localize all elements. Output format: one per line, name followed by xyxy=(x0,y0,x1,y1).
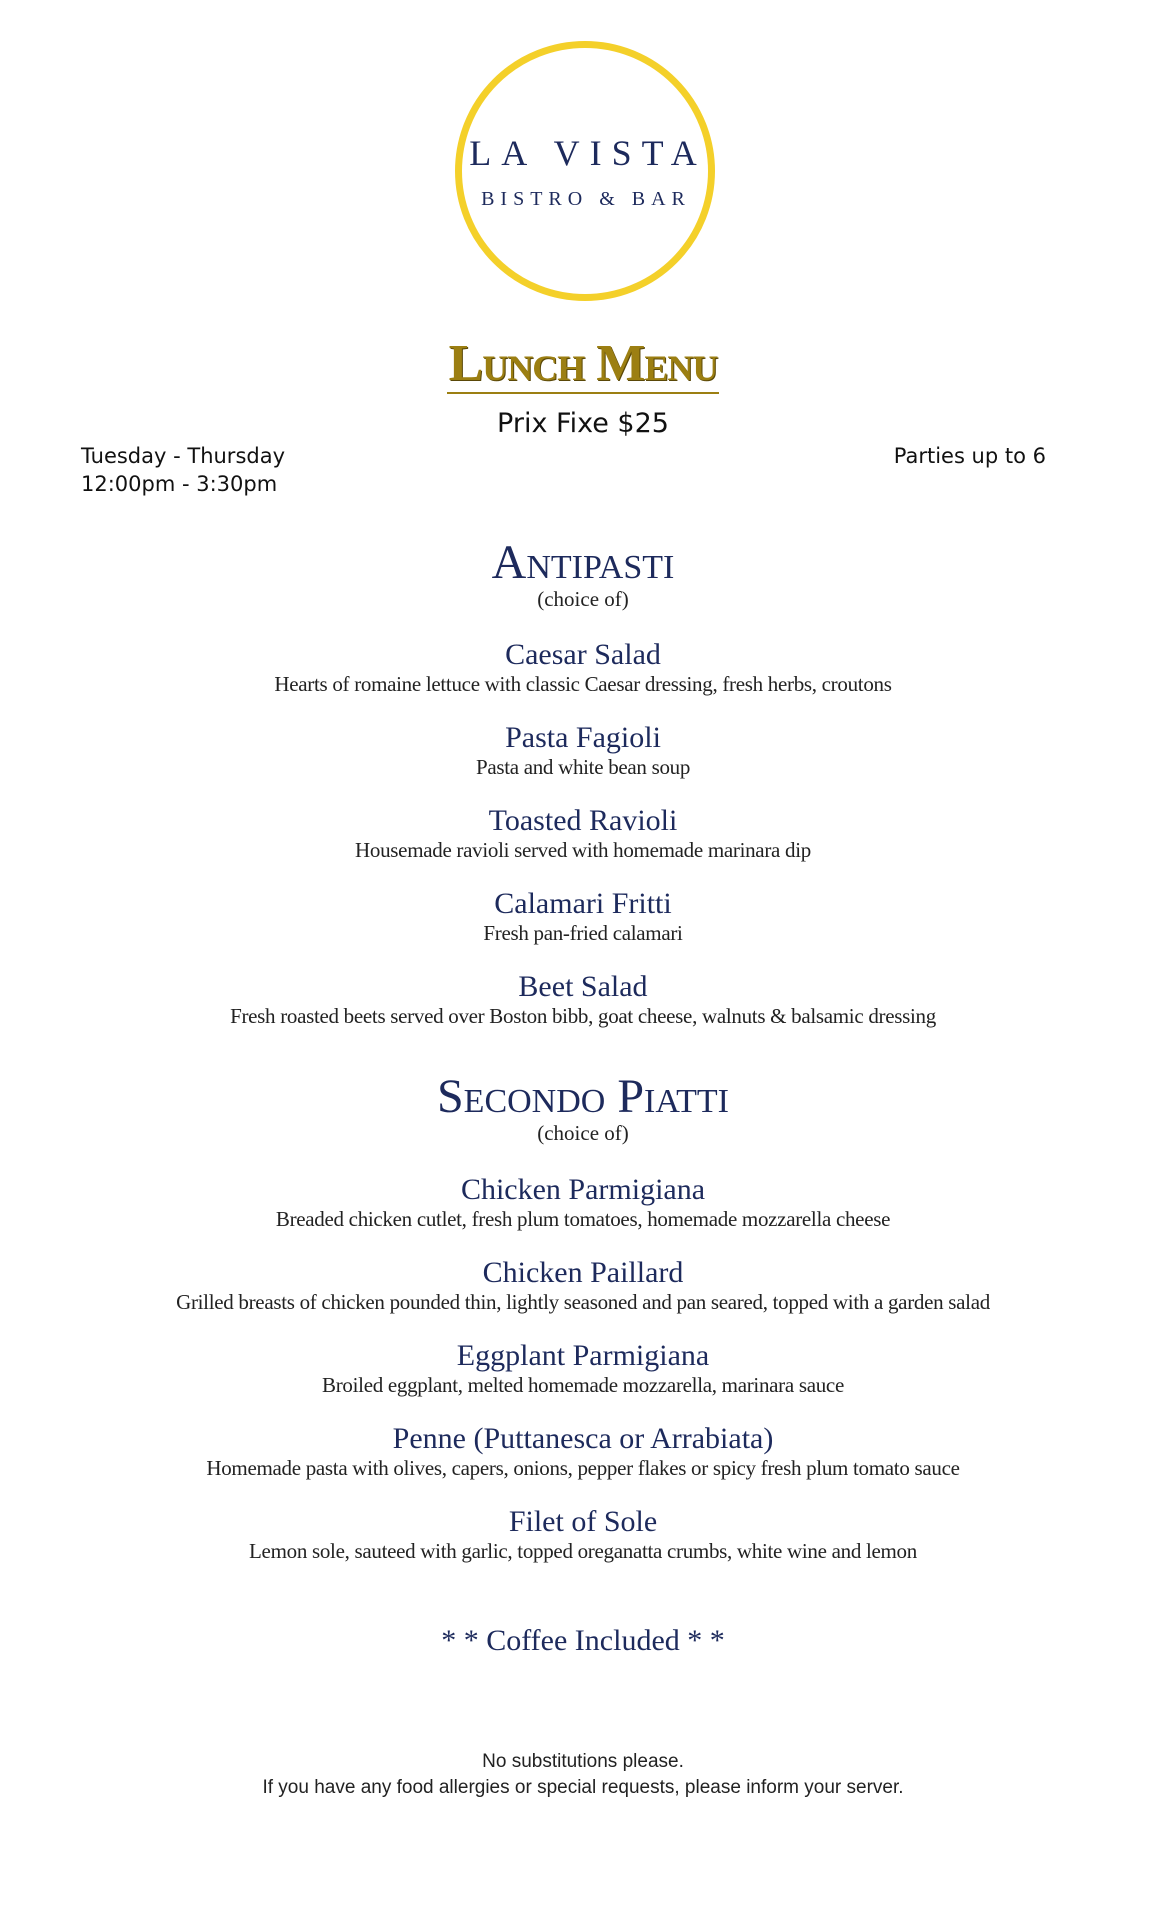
item-description: Fresh roasted beets served over Boston bibb, goat cheese, walnuts & balsamic dressing xyxy=(230,1004,936,1028)
item-name: Beet Salad xyxy=(518,970,648,1003)
service-days-hours xyxy=(81,442,285,498)
service-hours: 12:00pm - 3:30pm xyxy=(81,472,278,496)
antipasti-choice xyxy=(0,587,1166,611)
coffee-included-note: * * Coffee Included * * xyxy=(441,1624,725,1657)
menu-item xyxy=(0,970,1166,1028)
antipasti-heading xyxy=(0,537,1166,589)
choice-note: (choice of) xyxy=(537,587,629,611)
coffee-note-wrap xyxy=(0,1624,1166,1658)
item-description: Lemon sole, sauteed with garlic, topped oreganatta crumbs, white wine and lemon xyxy=(249,1539,917,1563)
menu-item xyxy=(0,1256,1166,1314)
footer-line-substitutions: No substitutions please. xyxy=(482,1751,684,1772)
prix-fixe-price: Prix Fixe $25 xyxy=(497,408,669,439)
item-name: Pasta Fagioli xyxy=(505,721,661,754)
secondo-heading xyxy=(0,1071,1166,1123)
item-name: Calamari Fritti xyxy=(494,887,672,920)
menu-item xyxy=(0,638,1166,696)
section-title: Antipasti xyxy=(491,536,675,589)
item-name: Toasted Ravioli xyxy=(488,804,678,837)
footer-notice xyxy=(0,1749,1166,1801)
menu-item xyxy=(0,1422,1166,1480)
item-name: Chicken Parmigiana xyxy=(460,1173,706,1206)
item-name: Chicken Paillard xyxy=(482,1256,684,1289)
section-title: Secondo Piatti xyxy=(436,1070,730,1123)
item-description: Homemade pasta with olives, capers, onions, pepper flakes or spicy fresh plum tomato sauce xyxy=(206,1456,960,1480)
choice-note: (choice of) xyxy=(537,1121,629,1145)
item-name: Filet of Sole xyxy=(508,1505,658,1538)
service-days: Tuesday - Thursday xyxy=(81,444,286,468)
menu-item xyxy=(0,1339,1166,1397)
item-description: Pasta and white bean soup xyxy=(475,755,691,779)
item-description: Housemade ravioli served with homemade marinara dip xyxy=(355,838,811,862)
logo-name: LA VISTA xyxy=(469,133,707,173)
menu-item xyxy=(0,1173,1166,1231)
item-description: Grilled breasts of chicken pounded thin, lightly seasoned and pan seared, topped with a garden salad xyxy=(176,1290,990,1314)
party-size: Parties up to 6 xyxy=(893,444,1046,468)
menu-item xyxy=(0,1505,1166,1563)
menu-item xyxy=(0,887,1166,945)
item-description: Hearts of romaine lettuce with classic Caesar dressing, fresh herbs, croutons xyxy=(274,672,892,696)
item-name: Caesar Salad xyxy=(505,638,661,671)
footer-line-allergies: If you have any food allergies or special requests, please inform your server. xyxy=(262,1777,904,1798)
menu-title-wrap xyxy=(0,336,1166,394)
item-description: Fresh pan-fried calamari xyxy=(483,921,683,945)
logo-subtitle: BISTRO & BAR xyxy=(481,188,691,210)
menu-item xyxy=(0,804,1166,862)
secondo-choice xyxy=(0,1121,1166,1145)
menu-title: Lunch Menu xyxy=(448,335,718,392)
menu-item xyxy=(0,721,1166,779)
item-description: Breaded chicken cutlet, fresh plum tomatoes, homemade mozzarella cheese xyxy=(275,1207,891,1231)
item-name: Penne (Puttanesca or Arrabiata) xyxy=(392,1422,774,1455)
item-name: Eggplant Parmigiana xyxy=(456,1339,710,1372)
item-description: Broiled eggplant, melted homemade mozzarella, marinara sauce xyxy=(322,1373,844,1397)
